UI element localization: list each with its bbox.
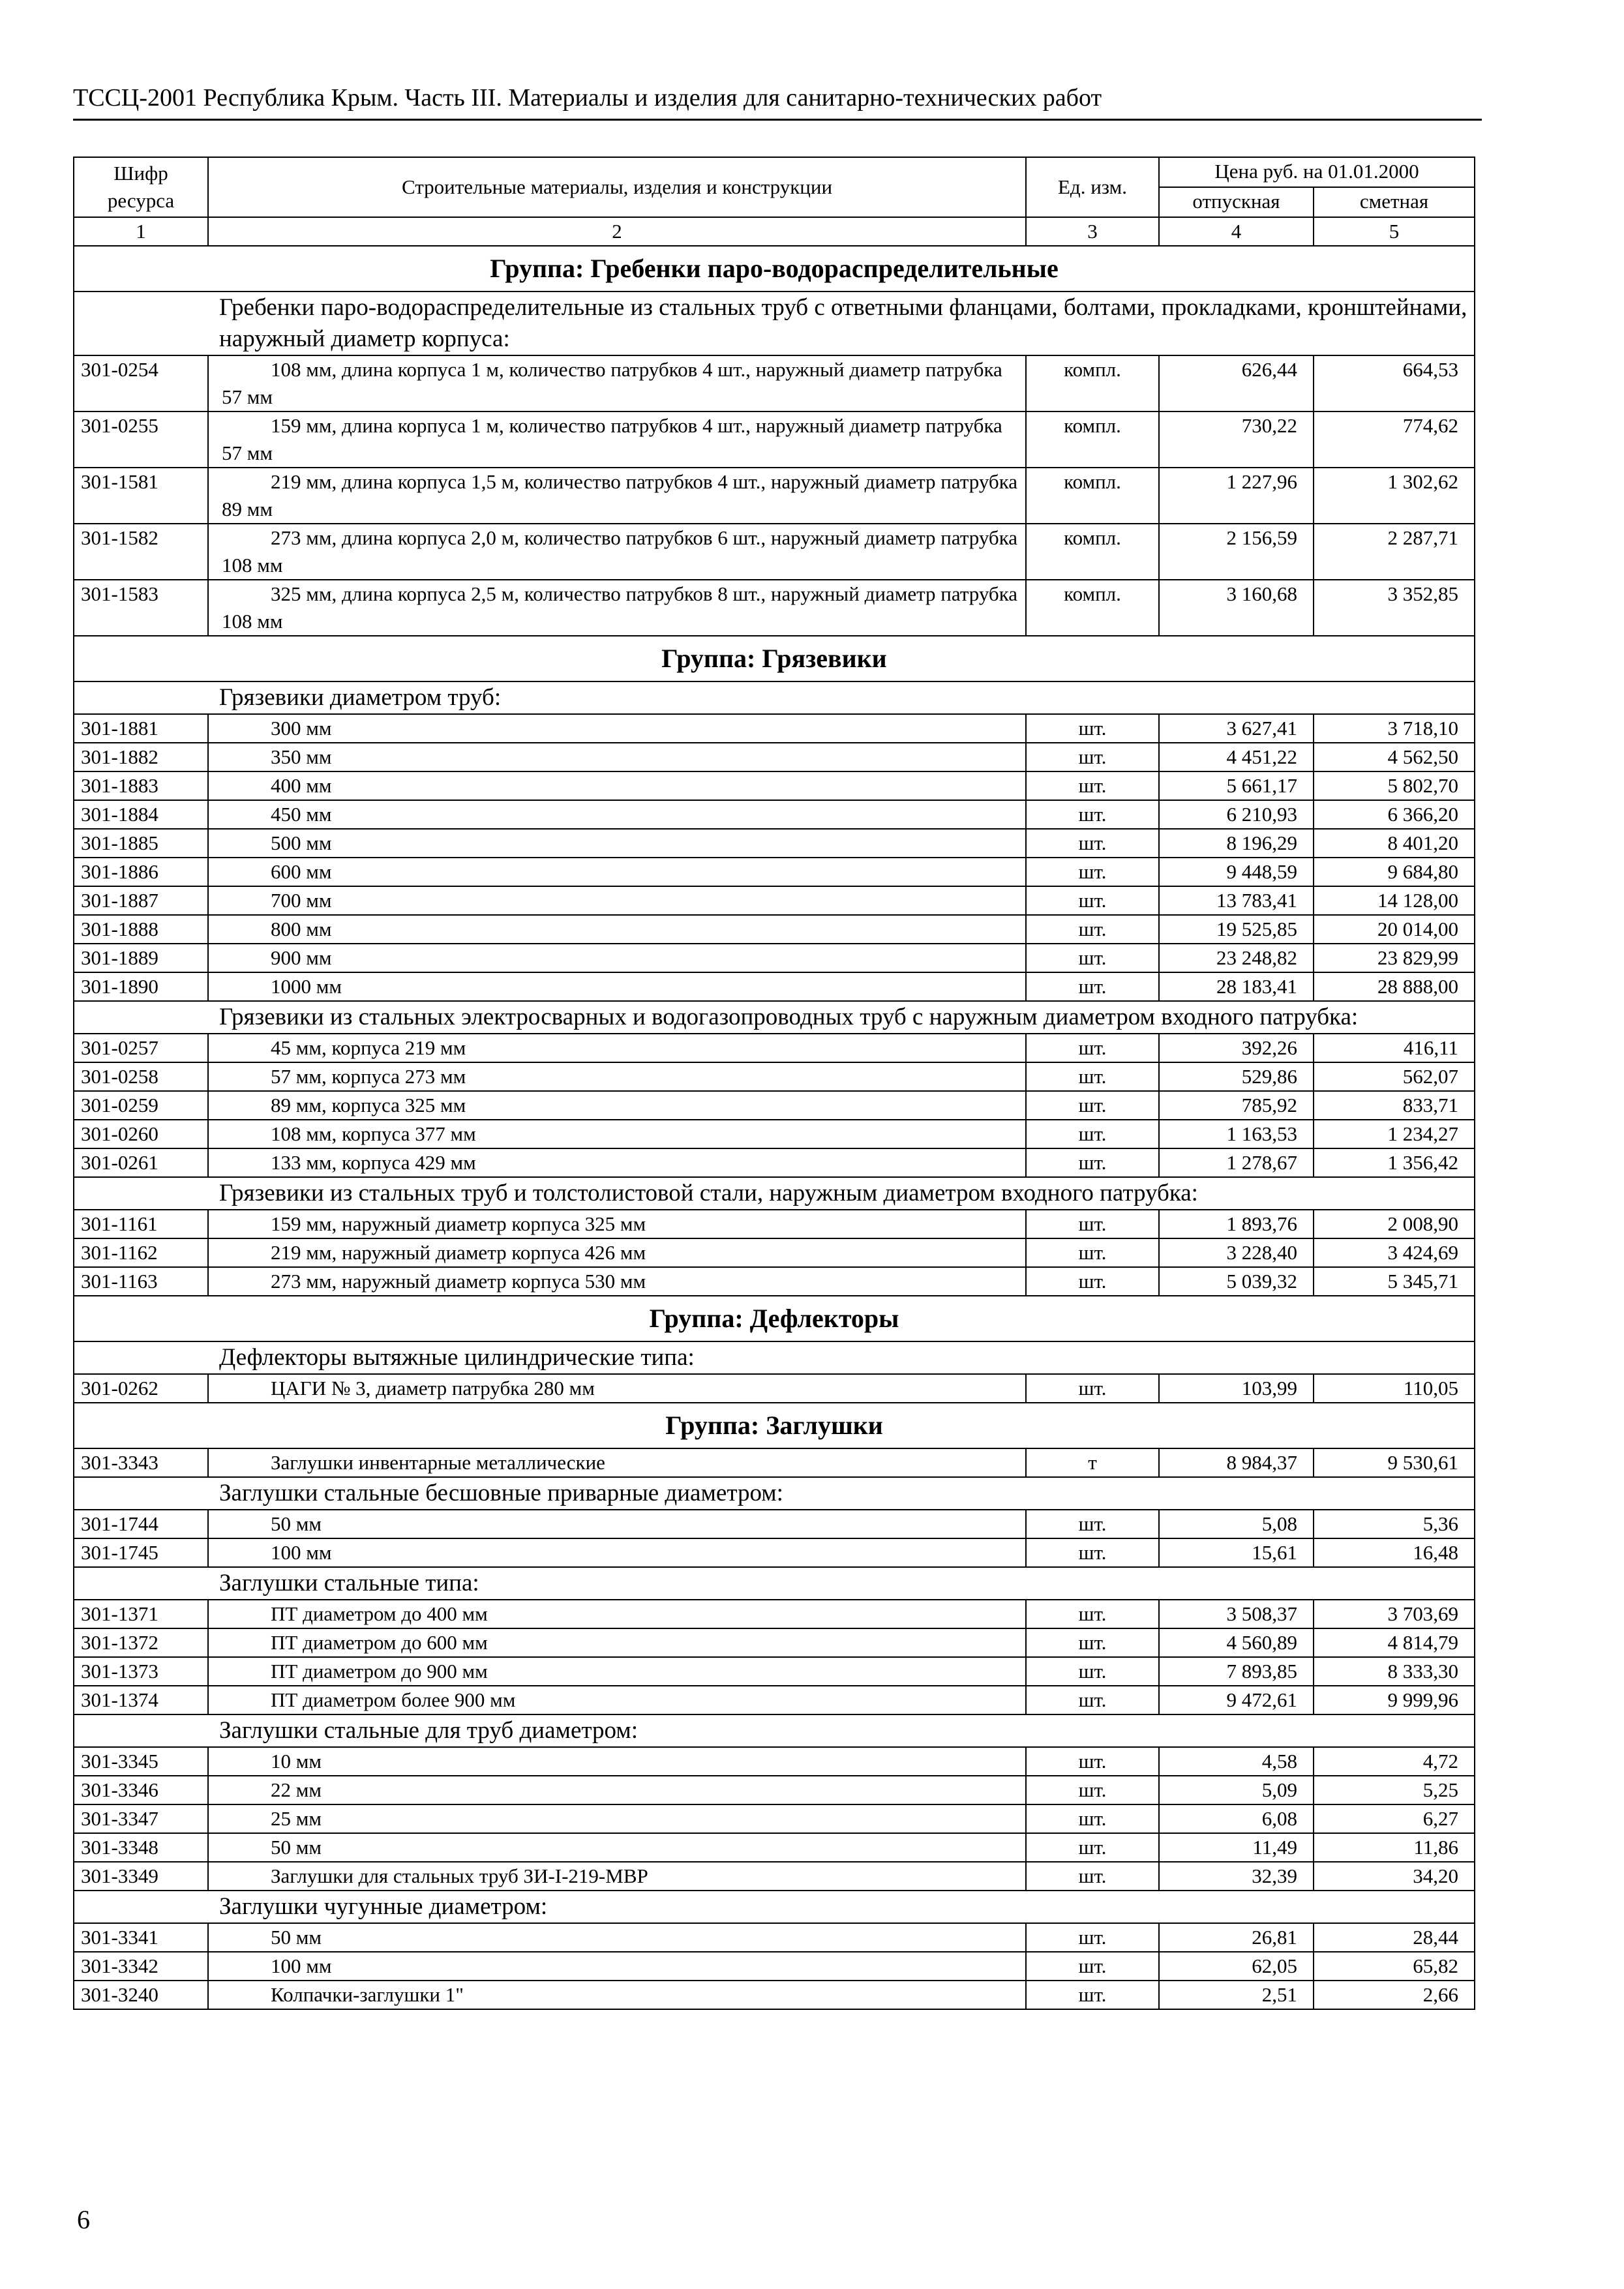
estimate-price: 11,86 — [1314, 1833, 1475, 1862]
resource-name: 100 мм — [208, 1538, 1026, 1567]
subgroup-heading: Грязевики из стальных электросварных и водогазопроводных труб с наружным диаметром входного патрубка: — [74, 1001, 1475, 1034]
estimate-price: 8 333,30 — [1314, 1657, 1475, 1686]
estimate-price: 16,48 — [1314, 1538, 1475, 1567]
resource-name: 100 мм — [208, 1952, 1026, 1981]
col-header-estimate-price: сметная — [1314, 187, 1475, 217]
resource-code: 301-0262 — [74, 1374, 208, 1403]
table-row — [74, 1628, 1475, 1657]
resource-code: 301-1163 — [74, 1267, 208, 1296]
unit-of-measure: шт. — [1026, 1862, 1159, 1891]
resource-code: 301-1582 — [74, 524, 208, 580]
table-row — [74, 714, 1475, 743]
release-price: 103,99 — [1159, 1374, 1314, 1403]
unit-of-measure: шт. — [1026, 771, 1159, 800]
header-rule — [73, 119, 1482, 121]
resource-name: 400 мм — [208, 771, 1026, 800]
resource-name: 10 мм — [208, 1747, 1026, 1776]
table-header-row — [74, 157, 1475, 187]
resource-name: 273 мм, наружный диаметр корпуса 530 мм — [208, 1267, 1026, 1296]
resource-name: 500 мм — [208, 829, 1026, 858]
release-price: 4 451,22 — [1159, 743, 1314, 771]
column-number: 3 — [1026, 217, 1159, 246]
table-row — [74, 1657, 1475, 1686]
unit-of-measure: шт. — [1026, 800, 1159, 829]
unit-of-measure: шт. — [1026, 915, 1159, 944]
resource-code: 301-3341 — [74, 1923, 208, 1952]
release-price: 8 196,29 — [1159, 829, 1314, 858]
resource-name: 600 мм — [208, 858, 1026, 886]
release-price: 1 893,76 — [1159, 1210, 1314, 1238]
release-price: 2,51 — [1159, 1981, 1314, 2009]
unit-of-measure: т — [1026, 1448, 1159, 1477]
resource-name: 1000 мм — [208, 972, 1026, 1001]
resource-name: 450 мм — [208, 800, 1026, 829]
resource-name: 159 мм, наружный диаметр корпуса 325 мм — [208, 1210, 1026, 1238]
table-row — [74, 411, 1475, 468]
resource-code: 301-3348 — [74, 1833, 208, 1862]
group-heading: Группа: Грязевики — [74, 636, 1475, 681]
resource-code: 301-1884 — [74, 800, 208, 829]
unit-of-measure: шт. — [1026, 858, 1159, 886]
group-heading-row — [74, 1296, 1475, 1341]
release-price: 28 183,41 — [1159, 972, 1314, 1001]
unit-of-measure: шт. — [1026, 1747, 1159, 1776]
table-row — [74, 743, 1475, 771]
resource-code: 301-3240 — [74, 1981, 208, 2009]
subgroup-heading: Заглушки стальные типа: — [74, 1567, 1475, 1600]
table-row — [74, 1148, 1475, 1177]
unit-of-measure: шт. — [1026, 1120, 1159, 1148]
table-row — [74, 800, 1475, 829]
column-number: 2 — [208, 217, 1026, 246]
table-row — [74, 1034, 1475, 1062]
estimate-price: 2,66 — [1314, 1981, 1475, 2009]
table-row — [74, 1062, 1475, 1091]
estimate-price: 2 008,90 — [1314, 1210, 1475, 1238]
unit-of-measure: шт. — [1026, 714, 1159, 743]
table-row — [74, 858, 1475, 886]
resource-code: 301-1581 — [74, 468, 208, 524]
estimate-price: 5 802,70 — [1314, 771, 1475, 800]
subgroup-heading-row — [74, 1714, 1475, 1747]
resource-code: 301-0259 — [74, 1091, 208, 1120]
group-heading-row — [74, 636, 1475, 681]
release-price: 392,26 — [1159, 1034, 1314, 1062]
resource-name: 22 мм — [208, 1776, 1026, 1804]
unit-of-measure: шт. — [1026, 944, 1159, 972]
col-header-release-price: отпускная — [1159, 187, 1314, 217]
resource-code: 301-0257 — [74, 1034, 208, 1062]
table-row — [74, 1120, 1475, 1148]
table-row — [74, 1981, 1475, 2009]
table-row — [74, 1686, 1475, 1714]
resource-name: 900 мм — [208, 944, 1026, 972]
page-header-title: ТССЦ-2001 Республика Крым. Часть III. Материалы и изделия для санитарно-технических работ — [73, 84, 1102, 112]
unit-of-measure: компл. — [1026, 411, 1159, 468]
unit-of-measure: шт. — [1026, 1804, 1159, 1833]
group-heading-row — [74, 1403, 1475, 1448]
resource-name: 50 мм — [208, 1510, 1026, 1538]
table-row — [74, 915, 1475, 944]
release-price: 2 156,59 — [1159, 524, 1314, 580]
unit-of-measure: компл. — [1026, 524, 1159, 580]
column-number: 5 — [1314, 217, 1475, 246]
subgroup-heading: Заглушки стальные бесшовные приварные диаметром: — [74, 1477, 1475, 1510]
release-price: 32,39 — [1159, 1862, 1314, 1891]
estimate-price: 5 345,71 — [1314, 1267, 1475, 1296]
resource-code: 301-0258 — [74, 1062, 208, 1091]
unit-of-measure: компл. — [1026, 468, 1159, 524]
table-row — [74, 1238, 1475, 1267]
column-number-row — [74, 217, 1475, 246]
table-row — [74, 1747, 1475, 1776]
estimate-price: 3 703,69 — [1314, 1600, 1475, 1628]
table-row — [74, 771, 1475, 800]
unit-of-measure: шт. — [1026, 886, 1159, 915]
table-row — [74, 1510, 1475, 1538]
estimate-price: 774,62 — [1314, 411, 1475, 468]
estimate-price: 4 562,50 — [1314, 743, 1475, 771]
subgroup-heading: Грязевики из стальных труб и толстолистовой стали, наружным диаметром входного патрубка: — [74, 1177, 1475, 1210]
release-price: 15,61 — [1159, 1538, 1314, 1567]
resource-name-text: 159 мм, длина корпуса 1 м, количество патрубков 4 шт., наружный диаметр патрубка 57 мм — [222, 414, 1002, 464]
resource-name: 133 мм, корпуса 429 мм — [208, 1148, 1026, 1177]
resource-name: 45 мм, корпуса 219 мм — [208, 1034, 1026, 1062]
estimate-price: 9 684,80 — [1314, 858, 1475, 886]
resource-name: 50 мм — [208, 1833, 1026, 1862]
resource-code: 301-1745 — [74, 1538, 208, 1567]
resource-code: 301-1374 — [74, 1686, 208, 1714]
resource-name: 350 мм — [208, 743, 1026, 771]
resource-code: 301-1373 — [74, 1657, 208, 1686]
resource-name: ЦАГИ № 3, диаметр патрубка 280 мм — [208, 1374, 1026, 1403]
table-row — [74, 1952, 1475, 1981]
subgroup-heading-row — [74, 1341, 1475, 1374]
resource-name: 300 мм — [208, 714, 1026, 743]
unit-of-measure: шт. — [1026, 1034, 1159, 1062]
subgroup-heading-row — [74, 1177, 1475, 1210]
estimate-price: 4,72 — [1314, 1747, 1475, 1776]
release-price: 5,09 — [1159, 1776, 1314, 1804]
subgroup-heading-row — [74, 681, 1475, 714]
release-price: 9 448,59 — [1159, 858, 1314, 886]
table-row — [74, 1804, 1475, 1833]
release-price: 1 163,53 — [1159, 1120, 1314, 1148]
estimate-price: 3 718,10 — [1314, 714, 1475, 743]
col-header-price: Цена руб. на 01.01.2000 — [1159, 157, 1475, 187]
estimate-price: 4 814,79 — [1314, 1628, 1475, 1657]
table-row — [74, 829, 1475, 858]
group-heading: Группа: Гребенки паро-водораспределительные — [74, 246, 1475, 292]
group-heading-row — [74, 246, 1475, 292]
resource-code: 301-1583 — [74, 580, 208, 636]
resource-code: 301-1887 — [74, 886, 208, 915]
table-row — [74, 355, 1475, 411]
release-price: 3 508,37 — [1159, 1600, 1314, 1628]
table-row — [74, 972, 1475, 1001]
release-price: 626,44 — [1159, 355, 1314, 411]
resource-code: 301-1881 — [74, 714, 208, 743]
unit-of-measure: шт. — [1026, 1833, 1159, 1862]
resource-name: ПТ диаметром более 900 мм — [208, 1686, 1026, 1714]
estimate-price: 23 829,99 — [1314, 944, 1475, 972]
estimate-price: 28,44 — [1314, 1923, 1475, 1952]
col-header-code: Шифр ресурса — [74, 157, 208, 217]
resource-name: 108 мм, корпуса 377 мм — [208, 1120, 1026, 1148]
subgroup-heading-row — [74, 1567, 1475, 1600]
resource-code: 301-3342 — [74, 1952, 208, 1981]
subgroup-heading: Гребенки паро-водораспределительные из стальных труб с ответными фланцами, болтами, прокладками, кронштейнами, наружный диаметр корпуса: — [74, 292, 1475, 355]
group-heading: Группа: Заглушки — [74, 1403, 1475, 1448]
resource-name: 25 мм — [208, 1804, 1026, 1833]
release-price: 3 160,68 — [1159, 580, 1314, 636]
estimate-price: 1 302,62 — [1314, 468, 1475, 524]
release-price: 23 248,82 — [1159, 944, 1314, 972]
resource-name-text: 108 мм, длина корпуса 1 м, количество патрубков 4 шт., наружный диаметр патрубка 57 мм — [222, 358, 1002, 408]
unit-of-measure: шт. — [1026, 1952, 1159, 1981]
page-number: 6 — [77, 2205, 90, 2234]
estimate-price: 664,53 — [1314, 355, 1475, 411]
estimate-price: 833,71 — [1314, 1091, 1475, 1120]
release-price: 19 525,85 — [1159, 915, 1314, 944]
col-header-name: Строительные материалы, изделия и конструкции — [208, 157, 1026, 217]
table-row — [74, 1862, 1475, 1891]
estimate-price: 1 234,27 — [1314, 1120, 1475, 1148]
unit-of-measure: шт. — [1026, 1210, 1159, 1238]
table-row — [74, 1448, 1475, 1477]
resource-code: 301-0255 — [74, 411, 208, 468]
release-price: 5 661,17 — [1159, 771, 1314, 800]
resource-name — [208, 411, 1026, 468]
estimate-price: 20 014,00 — [1314, 915, 1475, 944]
resource-name — [208, 524, 1026, 580]
unit-of-measure: шт. — [1026, 1981, 1159, 2009]
unit-of-measure: шт. — [1026, 1267, 1159, 1296]
resource-name: 800 мм — [208, 915, 1026, 944]
release-price: 3 627,41 — [1159, 714, 1314, 743]
unit-of-measure: шт. — [1026, 1510, 1159, 1538]
release-price: 13 783,41 — [1159, 886, 1314, 915]
table-row — [74, 1267, 1475, 1296]
resource-name: 700 мм — [208, 886, 1026, 915]
estimate-price: 3 352,85 — [1314, 580, 1475, 636]
estimate-price: 9 999,96 — [1314, 1686, 1475, 1714]
resource-code: 301-3349 — [74, 1862, 208, 1891]
table-row — [74, 1923, 1475, 1952]
release-price: 1 227,96 — [1159, 468, 1314, 524]
resource-name: Колпачки-заглушки 1" — [208, 1981, 1026, 2009]
column-number: 1 — [74, 217, 208, 246]
estimate-price: 9 530,61 — [1314, 1448, 1475, 1477]
release-price: 785,92 — [1159, 1091, 1314, 1120]
release-price: 9 472,61 — [1159, 1686, 1314, 1714]
release-price: 529,86 — [1159, 1062, 1314, 1091]
estimate-price: 3 424,69 — [1314, 1238, 1475, 1267]
subgroup-heading: Заглушки стальные для труб диаметром: — [74, 1714, 1475, 1747]
group-heading: Группа: Дефлекторы — [74, 1296, 1475, 1341]
release-price: 1 278,67 — [1159, 1148, 1314, 1177]
resource-code: 301-3343 — [74, 1448, 208, 1477]
release-price: 4 560,89 — [1159, 1628, 1314, 1657]
resource-name-text: 273 мм, длина корпуса 2,0 м, количество патрубков 6 шт., наружный диаметр патрубка 108 мм — [222, 526, 1018, 576]
release-price: 6 210,93 — [1159, 800, 1314, 829]
table-row — [74, 886, 1475, 915]
resource-code: 301-1883 — [74, 771, 208, 800]
resource-code: 301-1885 — [74, 829, 208, 858]
unit-of-measure: шт. — [1026, 972, 1159, 1001]
resource-code: 301-1161 — [74, 1210, 208, 1238]
resource-name — [208, 355, 1026, 411]
estimate-price: 2 287,71 — [1314, 524, 1475, 580]
resource-code: 301-1744 — [74, 1510, 208, 1538]
table-row — [74, 1210, 1475, 1238]
estimate-price: 6,27 — [1314, 1804, 1475, 1833]
unit-of-measure: шт. — [1026, 1776, 1159, 1804]
release-price: 26,81 — [1159, 1923, 1314, 1952]
unit-of-measure: шт. — [1026, 1538, 1159, 1567]
release-price: 11,49 — [1159, 1833, 1314, 1862]
unit-of-measure: компл. — [1026, 355, 1159, 411]
resource-code: 301-1886 — [74, 858, 208, 886]
resource-name: ПТ диаметром до 900 мм — [208, 1657, 1026, 1686]
unit-of-measure: шт. — [1026, 1628, 1159, 1657]
estimate-price: 65,82 — [1314, 1952, 1475, 1981]
estimate-price: 6 366,20 — [1314, 800, 1475, 829]
unit-of-measure: шт. — [1026, 1686, 1159, 1714]
resource-name-text: 219 мм, длина корпуса 1,5 м, количество патрубков 4 шт., наружный диаметр патрубка 89 мм — [222, 470, 1018, 520]
release-price: 730,22 — [1159, 411, 1314, 468]
resource-name: 219 мм, наружный диаметр корпуса 426 мм — [208, 1238, 1026, 1267]
estimate-price: 562,07 — [1314, 1062, 1475, 1091]
resource-name: Заглушки для стальных труб ЗИ-I-219-МВР — [208, 1862, 1026, 1891]
table-row — [74, 468, 1475, 524]
unit-of-measure: шт. — [1026, 1091, 1159, 1120]
resource-name: 89 мм, корпуса 325 мм — [208, 1091, 1026, 1120]
subgroup-heading-row — [74, 1001, 1475, 1034]
table-row — [74, 580, 1475, 636]
resource-name: 50 мм — [208, 1923, 1026, 1952]
resource-code: 301-3347 — [74, 1804, 208, 1833]
resource-code: 301-0261 — [74, 1148, 208, 1177]
subgroup-heading-row — [74, 1477, 1475, 1510]
unit-of-measure: шт. — [1026, 1374, 1159, 1403]
unit-of-measure: шт. — [1026, 1657, 1159, 1686]
resource-code: 301-1888 — [74, 915, 208, 944]
unit-of-measure: шт. — [1026, 1600, 1159, 1628]
unit-of-measure: шт. — [1026, 1923, 1159, 1952]
resource-name: Заглушки инвентарные металлические — [208, 1448, 1026, 1477]
resource-code: 301-1882 — [74, 743, 208, 771]
subgroup-heading: Заглушки чугунные диаметром: — [74, 1891, 1475, 1923]
table-row — [74, 1538, 1475, 1567]
resource-code: 301-1371 — [74, 1600, 208, 1628]
resource-code: 301-0260 — [74, 1120, 208, 1148]
subgroup-heading-row — [74, 292, 1475, 355]
resource-price-table — [73, 157, 1475, 2010]
unit-of-measure: шт. — [1026, 1062, 1159, 1091]
release-price: 3 228,40 — [1159, 1238, 1314, 1267]
resource-code: 301-1162 — [74, 1238, 208, 1267]
unit-of-measure: компл. — [1026, 580, 1159, 636]
table-row — [74, 1600, 1475, 1628]
table-row — [74, 1374, 1475, 1403]
resource-code: 301-3345 — [74, 1747, 208, 1776]
table-row — [74, 524, 1475, 580]
release-price: 7 893,85 — [1159, 1657, 1314, 1686]
estimate-price: 8 401,20 — [1314, 829, 1475, 858]
estimate-price: 1 356,42 — [1314, 1148, 1475, 1177]
resource-code: 301-1890 — [74, 972, 208, 1001]
release-price: 5,08 — [1159, 1510, 1314, 1538]
resource-name — [208, 468, 1026, 524]
subgroup-heading: Дефлекторы вытяжные цилиндрические типа: — [74, 1341, 1475, 1374]
estimate-price: 28 888,00 — [1314, 972, 1475, 1001]
table-row — [74, 1776, 1475, 1804]
estimate-price: 5,36 — [1314, 1510, 1475, 1538]
resource-name: ПТ диаметром до 600 мм — [208, 1628, 1026, 1657]
estimate-price: 110,05 — [1314, 1374, 1475, 1403]
table-row — [74, 1833, 1475, 1862]
resource-name — [208, 580, 1026, 636]
release-price: 6,08 — [1159, 1804, 1314, 1833]
release-price: 5 039,32 — [1159, 1267, 1314, 1296]
release-price: 8 984,37 — [1159, 1448, 1314, 1477]
resource-code: 301-0254 — [74, 355, 208, 411]
resource-name: 57 мм, корпуса 273 мм — [208, 1062, 1026, 1091]
subgroup-heading-row — [74, 1891, 1475, 1923]
subgroup-heading: Грязевики диаметром труб: — [74, 681, 1475, 714]
resource-code: 301-3346 — [74, 1776, 208, 1804]
column-number: 4 — [1159, 217, 1314, 246]
estimate-price: 416,11 — [1314, 1034, 1475, 1062]
resource-code: 301-1372 — [74, 1628, 208, 1657]
table-row — [74, 1091, 1475, 1120]
unit-of-measure: шт. — [1026, 1238, 1159, 1267]
estimate-price: 5,25 — [1314, 1776, 1475, 1804]
resource-name-text: 325 мм, длина корпуса 2,5 м, количество патрубков 8 шт., наружный диаметр патрубка 108 мм — [222, 582, 1018, 633]
unit-of-measure: шт. — [1026, 829, 1159, 858]
estimate-price: 34,20 — [1314, 1862, 1475, 1891]
unit-of-measure: шт. — [1026, 1148, 1159, 1177]
resource-code: 301-1889 — [74, 944, 208, 972]
release-price: 62,05 — [1159, 1952, 1314, 1981]
col-header-unit: Ед. изм. — [1026, 157, 1159, 217]
unit-of-measure: шт. — [1026, 743, 1159, 771]
estimate-price: 14 128,00 — [1314, 886, 1475, 915]
table-row — [74, 944, 1475, 972]
resource-name: ПТ диаметром до 400 мм — [208, 1600, 1026, 1628]
release-price: 4,58 — [1159, 1747, 1314, 1776]
